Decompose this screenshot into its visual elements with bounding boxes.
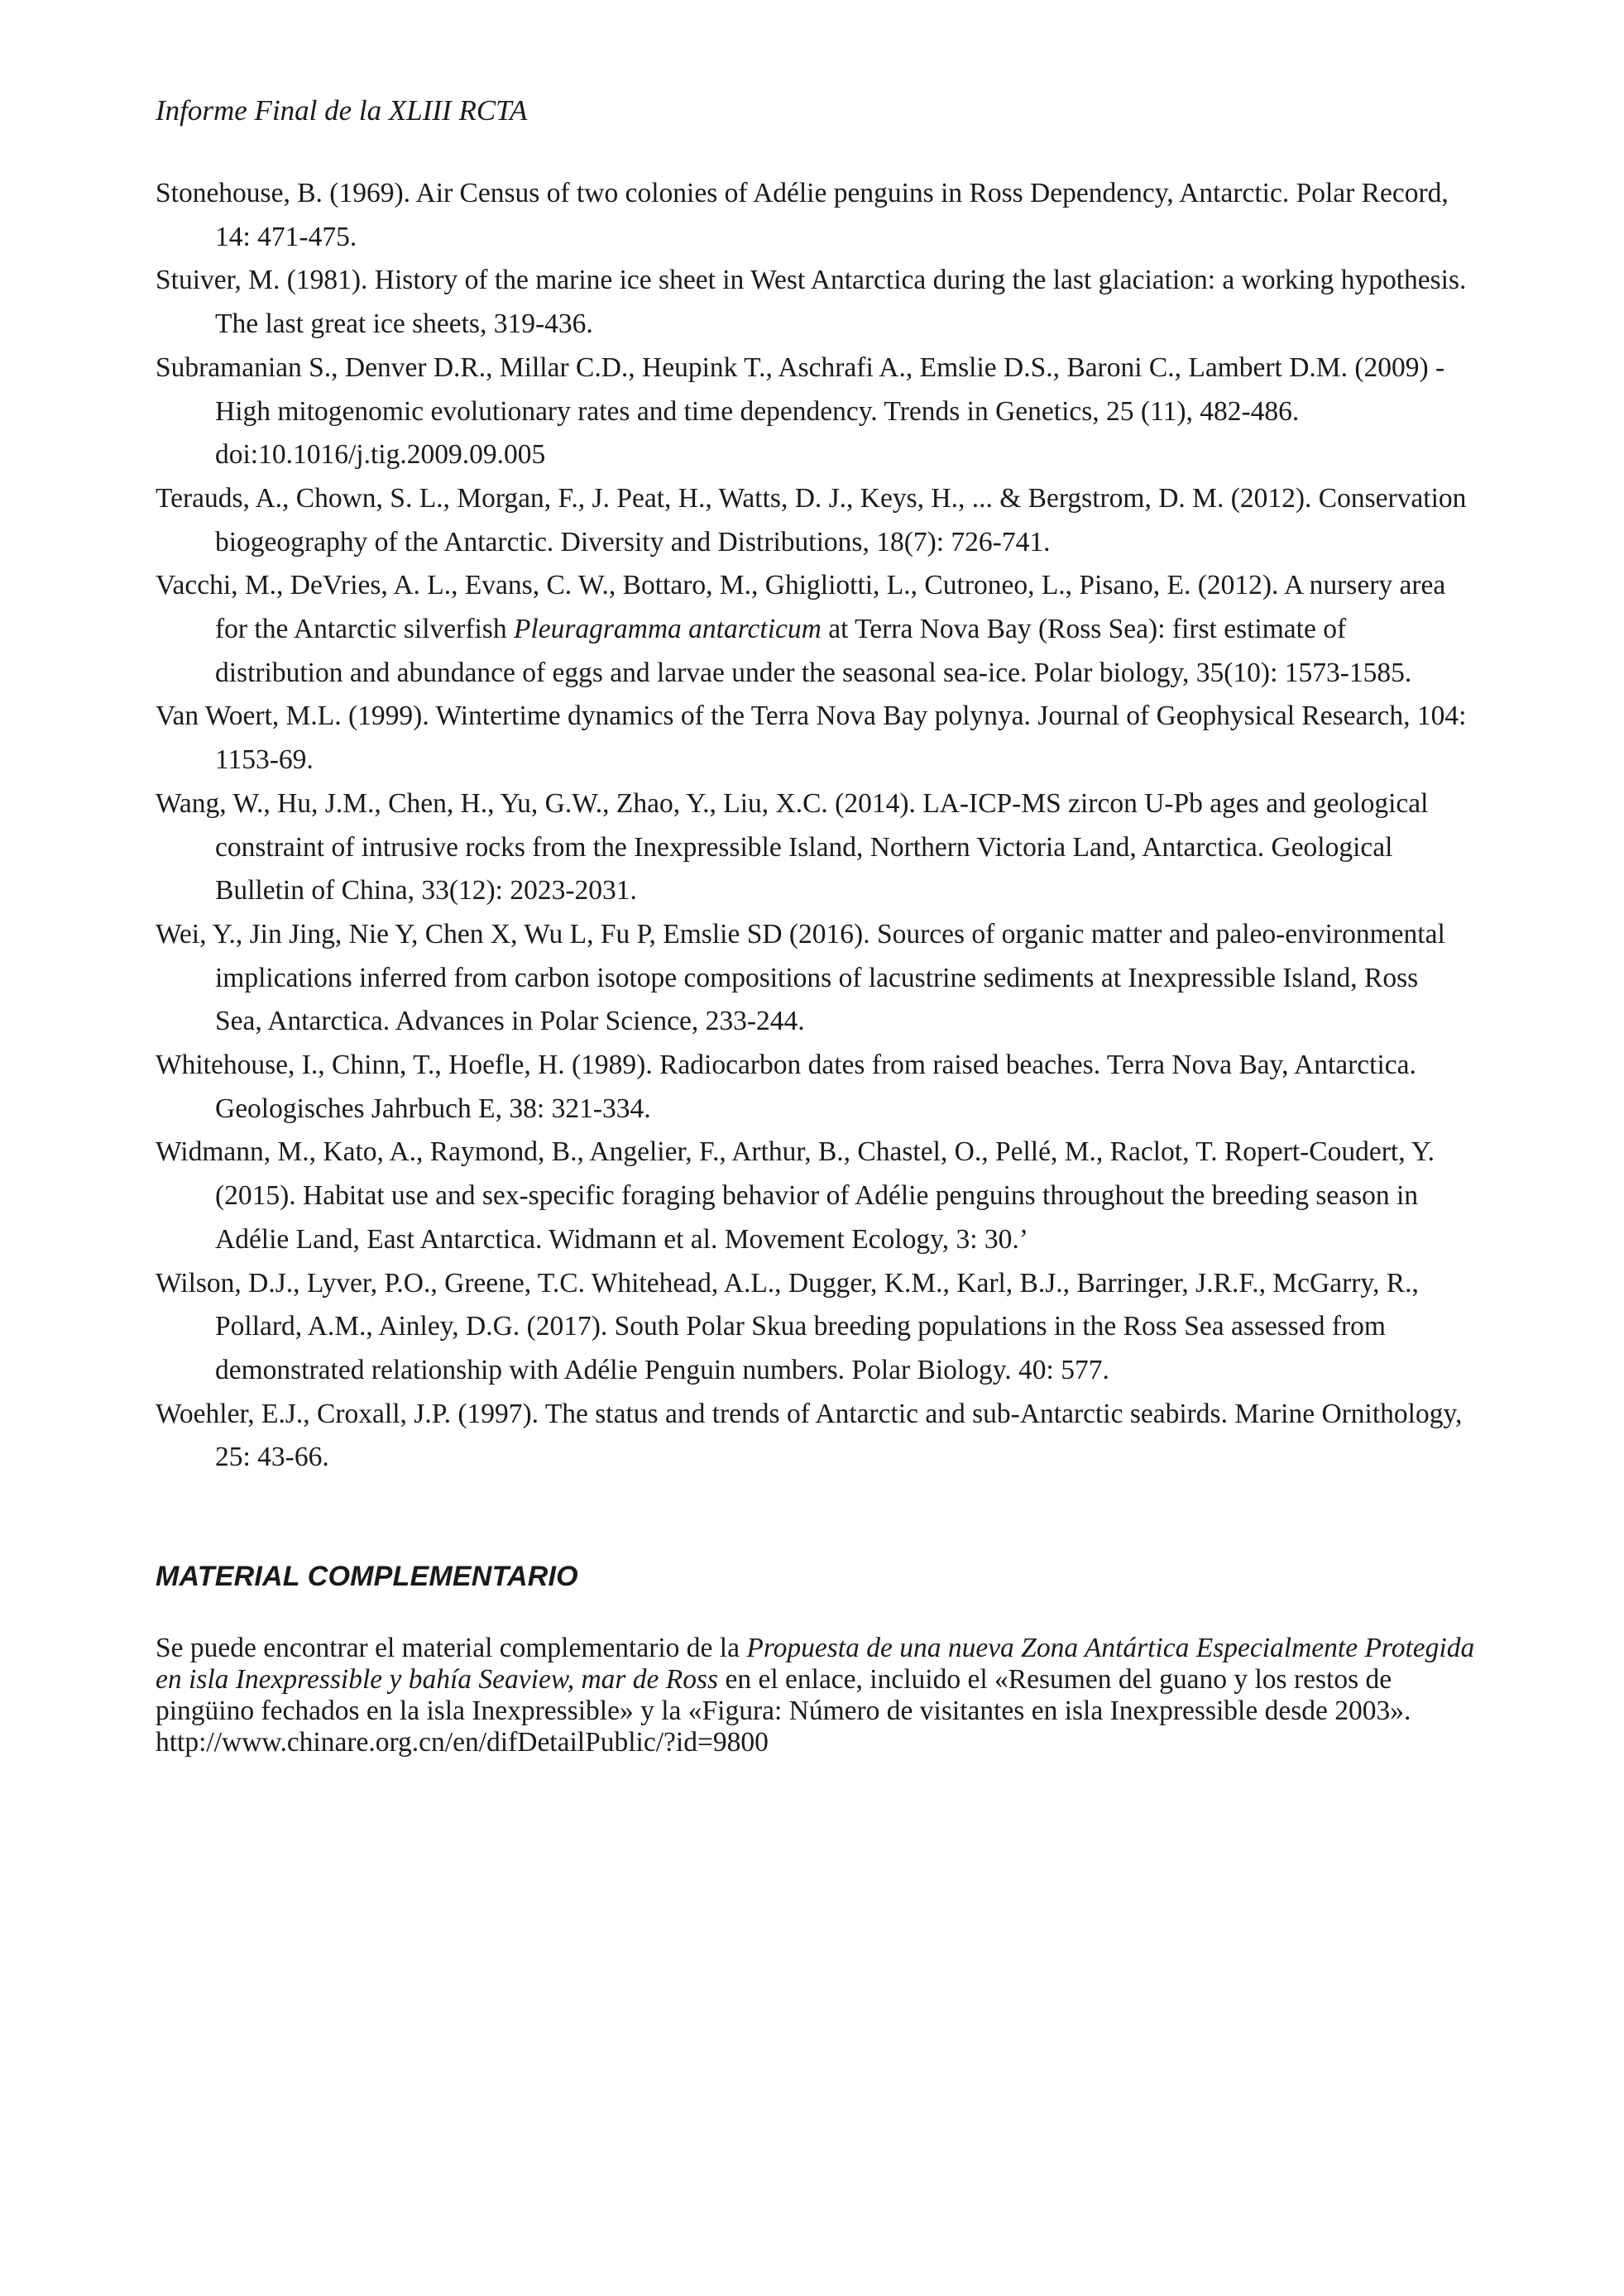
reference-item bbox=[156, 564, 1469, 695]
reference-item: Widmann, M., Kato, A., Raymond, B., Angelier, F., Arthur, B., Chastel, O., Pellé, M., Raclot, T. Ropert-Coudert, Y. (2015). Habitat use and sex-specific foraging behavior of Adélie penguins throughout the breeding season in Adélie Land, East Antarctica. Widmann et al. Movement Ecology, 3: 30.’ bbox=[156, 1136, 1435, 1255]
reference-item: Stonehouse, B. (1969). Air Census of two colonies of Adélie penguins in Ross Dependency, Antarctic. Polar Record, 14: 471-475. bbox=[156, 178, 1449, 252]
running-header: Informe Final de la XLIII RCTA bbox=[156, 94, 528, 127]
supplementary-paragraph bbox=[156, 1633, 1479, 1758]
reference-item: Whitehouse, I., Chinn, T., Hoefle, H. (1989). Radiocarbon dates from raised beaches. Terra Nova Bay, Antarctica. Geologisches Jahrbuch E, 38: 321-334. bbox=[156, 1050, 1416, 1124]
reference-text: at Terra Nova Bay (Ross Sea): first estimate of distribution and abundance of eggs and larvae under the seasonal sea-ice. Polar biology, 35(10): 1573-1585. bbox=[215, 614, 1412, 688]
reference-item: Wilson, D.J., Lyver, P.O., Greene, T.C. Whitehead, A.L., Dugger, K.M., Karl, B.J., Barringer, J.R.F., McGarry, R., Pollard, A.M., Ainley, D.G. (2017). South Polar Skua breeding populations in the Ross Sea assessed from demonstrated relationship with Adélie Penguin numbers. Polar Biology. 40: 577. bbox=[156, 1267, 1419, 1385]
proposal-title: Propuesta de una nueva Zona Antártica Especialmente Protegida en isla Inexpressible y bahía Seaview, mar de Ross bbox=[156, 1633, 1475, 1695]
reference-item: Van Woert, M.L. (1999). Wintertime dynamics of the Terra Nova Bay polynya. Journal of Geophysical Research, 104: 1153-69. bbox=[156, 701, 1467, 776]
reference-item: Terauds, A., Chown, S. L., Morgan, F., J. Peat, H., Watts, D. J., Keys, H., ... & Bergstrom, D. M. (2012). Conservation biogeography of the Antarctic. Diversity and Distributions, 18(7): 726-741. bbox=[156, 482, 1467, 557]
reference-item: Stuiver, M. (1981). History of the marine ice sheet in West Antarctica during the last glaciation: a working hypothesis. The last great ice sheets, 319-436. bbox=[156, 265, 1467, 340]
paragraph-text: en el enlace, incluido el «Resumen del guano y los restos de pingüino fechados en la isla Inexpressible» y la «Figura: Número de visitantes en isla Inexpressible desde 2003». bbox=[156, 1664, 1411, 1726]
reference-list bbox=[156, 172, 1469, 1480]
reference-item: Subramanian S., Denver D.R., Millar C.D., Heupink T., Aschrafi A., Emslie D.S., Baroni C., Lambert D.M. (2009) - High mitogenomic evolutionary rates and time dependency. Trends in Genetics, 25 (11), 482-486. doi:10.1016/j.tig.2009.09.005 bbox=[156, 352, 1445, 471]
supplementary-link[interactable]: http://www.chinare.org.cn/en/difDetailPublic/?id=9800 bbox=[156, 1727, 769, 1758]
reference-item: Wei, Y., Jin Jing, Nie Y, Chen X, Wu L, Fu P, Emslie SD (2016). Sources of organic matter and paleo-environmental implications inferred from carbon isotope compositions of lacustrine sediments at Inexpressible Island, Ross Sea, Antarctica. Advances in Polar Science, 233-244. bbox=[156, 918, 1445, 1037]
reference-item: Wang, W., Hu, J.M., Chen, H., Yu, G.W., Zhao, Y., Liu, X.C. (2014). LA-ICP-MS zircon U-Pb ages and geological constraint of intrusive rocks from the Inexpressible Island, Northern Victoria Land, Antarctica. Geological Bulletin of China, 33(12): 2023-2031. bbox=[156, 787, 1429, 906]
paragraph-text: Se puede encontrar el material complementario de la bbox=[156, 1633, 747, 1663]
species-name: Pleuragramma antarcticum bbox=[513, 614, 822, 645]
section-heading: MATERIAL COMPLEMENTARIO bbox=[156, 1561, 578, 1592]
reference-text: Vacchi, M., DeVries, A. L., Evans, C. W., Bottaro, M., Ghigliotti, L., Cutroneo, L., Pisano, E. (2012). A nursery area for the Antarctic silverfish bbox=[156, 570, 1446, 645]
reference-item: Woehler, E.J., Croxall, J.P. (1997). The status and trends of Antarctic and sub-Antarctic seabirds. Marine Ornithology, 25: 43-66. bbox=[156, 1398, 1463, 1473]
